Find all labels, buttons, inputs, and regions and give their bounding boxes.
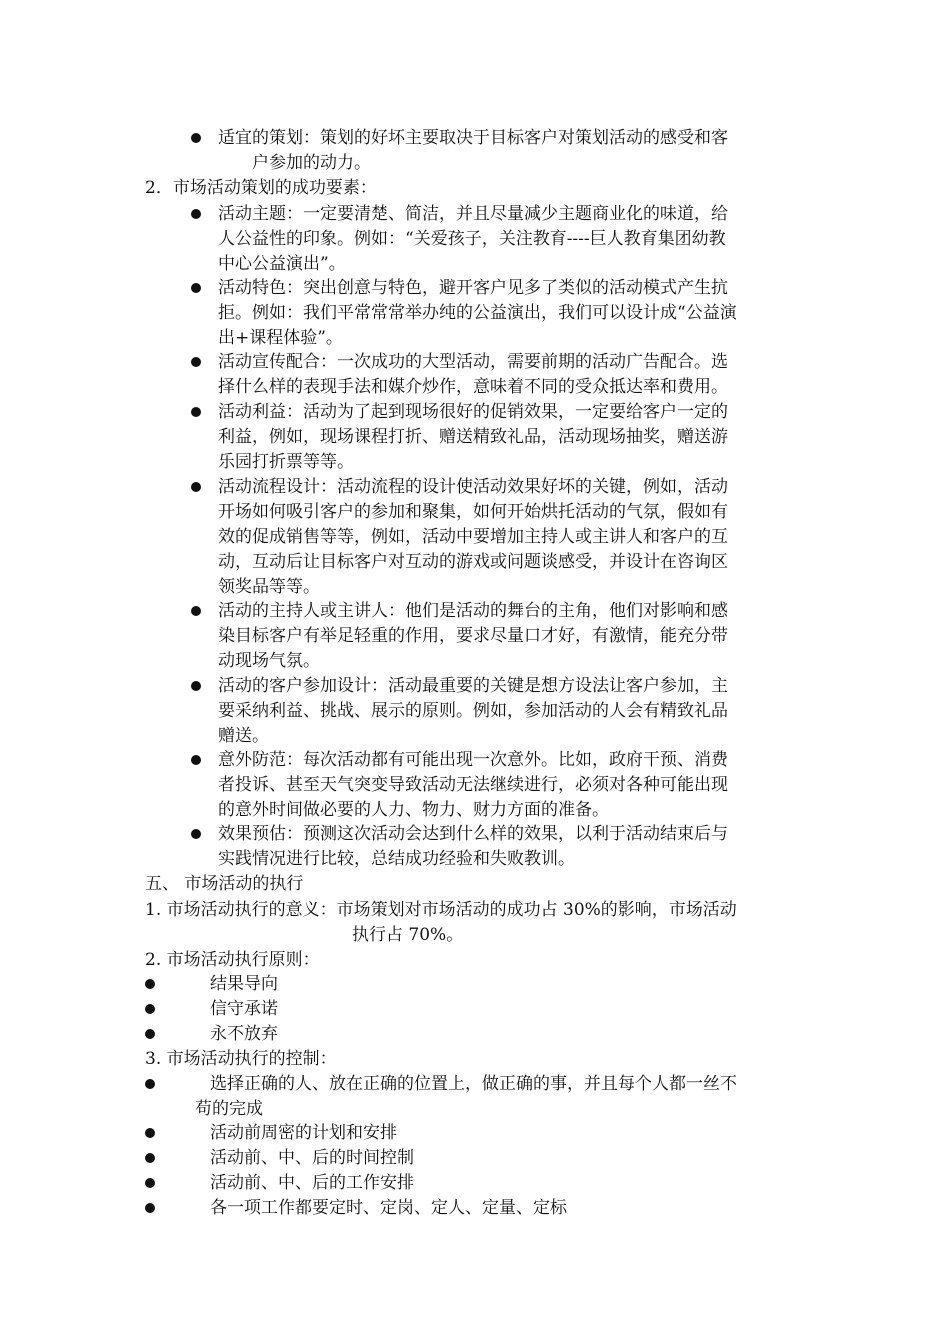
paragraph-line: 1. 市场活动执行的意义：市场策划对市场活动的成功占 30%的影响，市场活动 — [145, 900, 737, 920]
list-item-line: 选择正确的人、放在正确的位置上，做正确的事，并且每个人都一丝不 — [210, 1074, 737, 1094]
list-item-line: 活动流程设计：活动流程的设计使活动效果好坏的关键，例如，活动 — [218, 477, 728, 497]
list-item-line: 拒。例如：我们平常常常举办纯的公益演出，我们可以设计成“公益演 — [218, 303, 737, 323]
list-item-line: 动，互动后让目标客户对互动的游戏或问题谈感受，并设计在咨询区 — [218, 552, 728, 572]
list-item-line: 中心公益演出”。 — [218, 254, 346, 274]
list-item-line: 出+课程体验”。 — [218, 328, 343, 348]
chapter-heading: 五、 市场活动的执行 — [145, 874, 304, 894]
list-item-line: 要采纳利益、挑战、展示的原则。例如，参加活动的人会有精致礼品 — [218, 701, 728, 721]
bullet-icon — [191, 755, 201, 765]
list-item-line: 结果导向 — [210, 974, 278, 994]
section-heading: 2. 市场活动执行原则： — [145, 950, 320, 970]
list-item-line: 各一项工作都要定时、定岗、定人、定量、定标 — [210, 1198, 567, 1218]
section-heading: 2．市场活动策划的成功要素： — [145, 178, 377, 198]
list-item-line: 效果预估：预测这次活动会达到什么样的效果，以利于活动结束后与 — [218, 824, 728, 844]
bullet-icon — [145, 1004, 155, 1014]
paragraph-line: 适宜的策划：策划的好坏主要取决于目标客户对策划活动的感受和客 — [218, 128, 728, 148]
list-item-line: 动现场气氛。 — [218, 651, 320, 671]
list-item-line: 染目标客户有举足轻重的作用，要求尽量口才好，有激情，能充分带 — [218, 626, 728, 646]
list-item-line: 活动前、中、后的时间控制 — [210, 1148, 414, 1168]
list-item-line: 开场如何吸引客户的参加和聚集，如何开始烘托活动的气氛，假如有 — [218, 502, 728, 522]
bullet-icon — [145, 1153, 155, 1163]
bullet-icon — [191, 357, 201, 367]
list-item-line: 活动前、中、后的工作安排 — [210, 1173, 414, 1193]
list-item-line: 活动主题：一定要清楚、简洁，并且尽量减少主题商业化的味道，给 — [218, 204, 728, 224]
list-item-line: 活动的主持人或主讲人：他们是活动的舞台的主角，他们对影响和感 — [218, 601, 728, 621]
list-item-line: 活动前周密的计划和安排 — [210, 1123, 397, 1143]
list-item-line: 活动特色：突出创意与特色，避开客户见多了类似的活动模式产生抗 — [218, 278, 728, 298]
list-item-line: 意外防范：每次活动都有可能出现一次意外。比如，政府干预、消费 — [218, 750, 728, 770]
list-item-line: 永不放弃 — [210, 1024, 278, 1044]
paragraph-line: 户参加的动力。 — [252, 153, 371, 173]
bullet-icon — [191, 482, 201, 492]
list-item-line: 领奖品等等。 — [218, 577, 320, 597]
list-item-line: 人公益性的印象。例如：“关爱孩子，关注教育----巨人教育集团幼教 — [218, 229, 726, 249]
bullet-icon — [191, 681, 201, 691]
bullet-icon — [191, 209, 201, 219]
bullet-icon — [145, 1079, 155, 1089]
list-item-line: 活动宣传配合：一次成功的大型活动，需要前期的活动广告配合。选 — [218, 352, 728, 372]
list-item-line: 赠送。 — [218, 726, 269, 746]
bullet-icon — [145, 979, 155, 989]
bullet-icon — [191, 829, 201, 839]
list-item-line: 利益，例如，现场课程打折、赠送精致礼品，活动现场抽奖，赠送游 — [218, 427, 728, 447]
paragraph-line: 执行占 70%。 — [352, 925, 464, 945]
list-item-line: 活动的客户参加设计：活动最重要的关键是想方设法让客户参加，主 — [218, 676, 728, 696]
list-item-line: 乐园打折票等等。 — [218, 452, 354, 472]
bullet-icon — [191, 407, 201, 417]
list-item-line: 者投诉、甚至天气突变导致活动无法继续进行，必须对各种可能出现 — [218, 775, 728, 795]
list-item-line: 实践情况进行比较，总结成功经验和失败教训。 — [218, 849, 575, 869]
bullet-icon — [191, 606, 201, 616]
section-heading: 3. 市场活动执行的控制： — [145, 1049, 337, 1069]
bullet-icon — [145, 1029, 155, 1039]
list-item-line: 的意外时间做必要的人力、物力、财力方面的准备。 — [218, 800, 609, 820]
bullet-icon — [191, 133, 201, 143]
list-item-line: 苟的完成 — [195, 1099, 263, 1119]
bullet-icon — [191, 283, 201, 293]
list-item-line: 效的促成销售等等，例如，活动中要增加主持人或主讲人和客户的互 — [218, 527, 728, 547]
list-item-line: 信守承诺 — [210, 999, 278, 1019]
bullet-icon — [145, 1203, 155, 1213]
bullet-icon — [145, 1128, 155, 1138]
list-item-line: 活动利益：活动为了起到现场很好的促销效果，一定要给客户一定的 — [218, 402, 728, 422]
list-item-line: 择什么样的表现手法和媒介炒作，意味着不同的受众抵达率和费用。 — [218, 377, 728, 397]
bullet-icon — [145, 1178, 155, 1188]
